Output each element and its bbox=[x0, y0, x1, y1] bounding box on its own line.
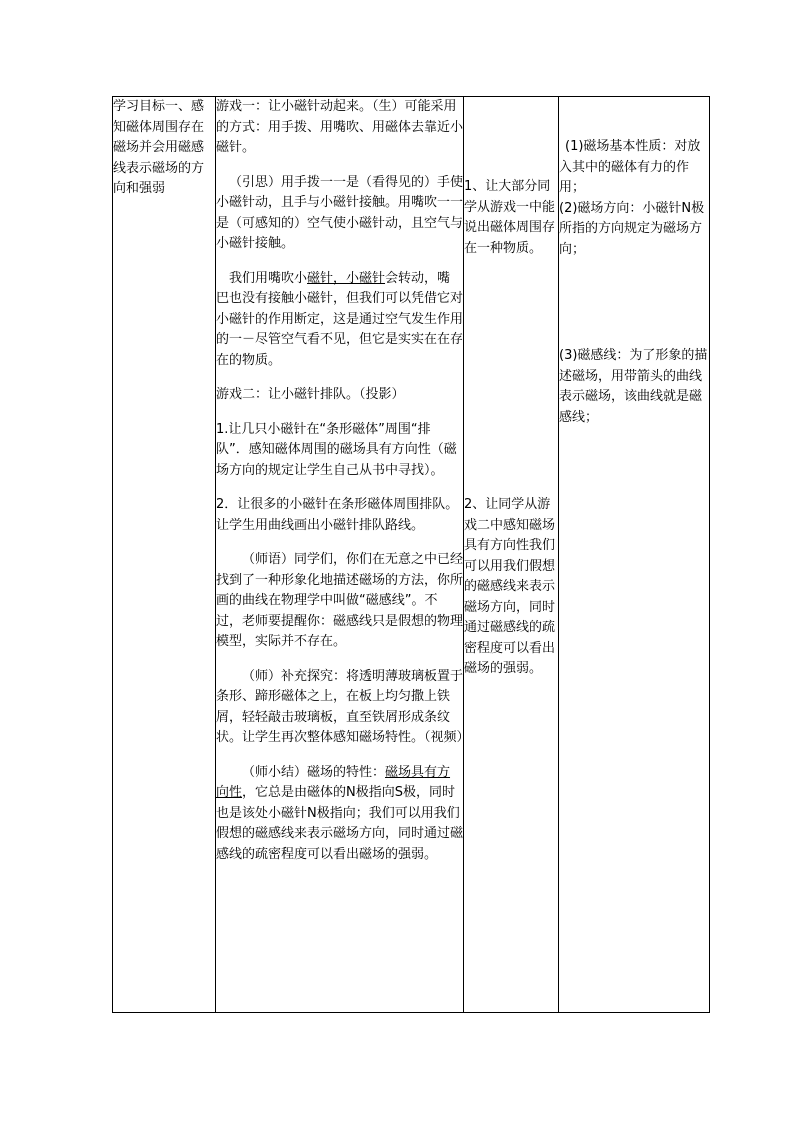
goal-two-text: 2、让同学从游戏二中感知磁场具有方向性我们可以用我们假想的磁感线来表示磁场方向，同时通过磁感线的疏密程度可以看出磁场的强弱。 bbox=[464, 497, 556, 676]
notes-cell bbox=[559, 97, 710, 1013]
step-two-paragraph: 2．让很多的小磁针在条形磁体周围排队。让学生用曲线画出小磁针排队路线。 bbox=[216, 497, 459, 533]
supplementary-exploration-paragraph: （师）补充探究：将透明薄玻璃板置于条形、蹄形磁体之上，在板上均匀撒上铁屑，轻轻敲击玻璃板，直至铁屑形成条纹状。让学生再次整体感知磁场特性。（视频） bbox=[216, 668, 470, 745]
note-magnetic-property: (1)磁场基本性质：对放入其中的磁体有力的作用； bbox=[559, 139, 701, 195]
game-one-paragraph: 游戏一：让小磁针动起来。（生）可能采用的方式：用手拨、用嘴吹、用磁体去靠近小磁针。 bbox=[216, 99, 464, 155]
summary-text-pre: （师小结）磁场的特性： bbox=[242, 764, 386, 780]
blowing-text-post: 会转动，嘴巴也没有接触小磁针，但我们可以凭借它对小磁针的作用断定，这是通过空气发生作用的一－尽管空气看不见，但它是实实在在存在的物质。 bbox=[216, 270, 464, 368]
note-field-direction: (2)磁场方向：小磁针N极所指的方向规定为磁场方向； bbox=[559, 200, 705, 257]
underlined-compass-text: 磁针，小磁针 bbox=[307, 270, 386, 286]
blowing-compass-paragraph bbox=[216, 269, 463, 372]
learning-objective-text: 学习目标一、感知磁体周围存在磁场并会用磁感线表示磁场的方向和强弱 bbox=[113, 99, 205, 196]
step-one-paragraph: 1.让几只小磁针在“条形磁体”周围“排队”．感知磁体周围的磁场具有方向性（磁场方向的规定让学生自己从书中寻找）。 bbox=[216, 421, 457, 478]
activities-cell bbox=[216, 97, 470, 1013]
goal-one-text: 1、让大部分同学从游戏一中能说出磁体周围存在一种物质。 bbox=[464, 179, 556, 256]
lesson-plan-table bbox=[112, 96, 710, 1013]
summary-text-post: ，它总是由磁体的N极指向S极，同时也是该处小磁针N极指向；我们可以用我们假想的磁感线来表示磁场方向，同时通过磁感线的疏密程度可以看出磁场的强弱。 bbox=[216, 785, 464, 862]
blowing-text-pre: 我们用嘴吹小 bbox=[229, 270, 308, 286]
goals-cell bbox=[464, 97, 559, 1013]
teacher-summary-paragraph bbox=[216, 763, 463, 866]
underlined-summary-text: 磁场具有方向性 bbox=[216, 764, 451, 800]
note-field-lines: (3)磁感线：为了形象的描述磁场，用带箭头的曲线表示磁场，该曲线就是磁感线； bbox=[559, 348, 708, 425]
table-row bbox=[113, 97, 710, 1013]
teacher-speech-paragraph: （师语）同学们，你们在无意之中已经找到了一种形象化地描述磁场的方法，你所画的曲线在物理学中叫做“磁感线”。不过，老师要提醒你：磁感线只是假想的物理模型，实际并不存在。 bbox=[216, 552, 464, 649]
game-two-paragraph: 游戏二：让小磁针排队。（投影） bbox=[216, 387, 405, 402]
reflection-paragraph: （引思）用手拨一一是（看得见的）手使小磁针动，且手与小磁针接触。用嘴吹一一是（可感知的）空气使小磁针动，且空气与小磁针接触。 bbox=[216, 174, 464, 251]
objective-cell bbox=[113, 97, 216, 1013]
